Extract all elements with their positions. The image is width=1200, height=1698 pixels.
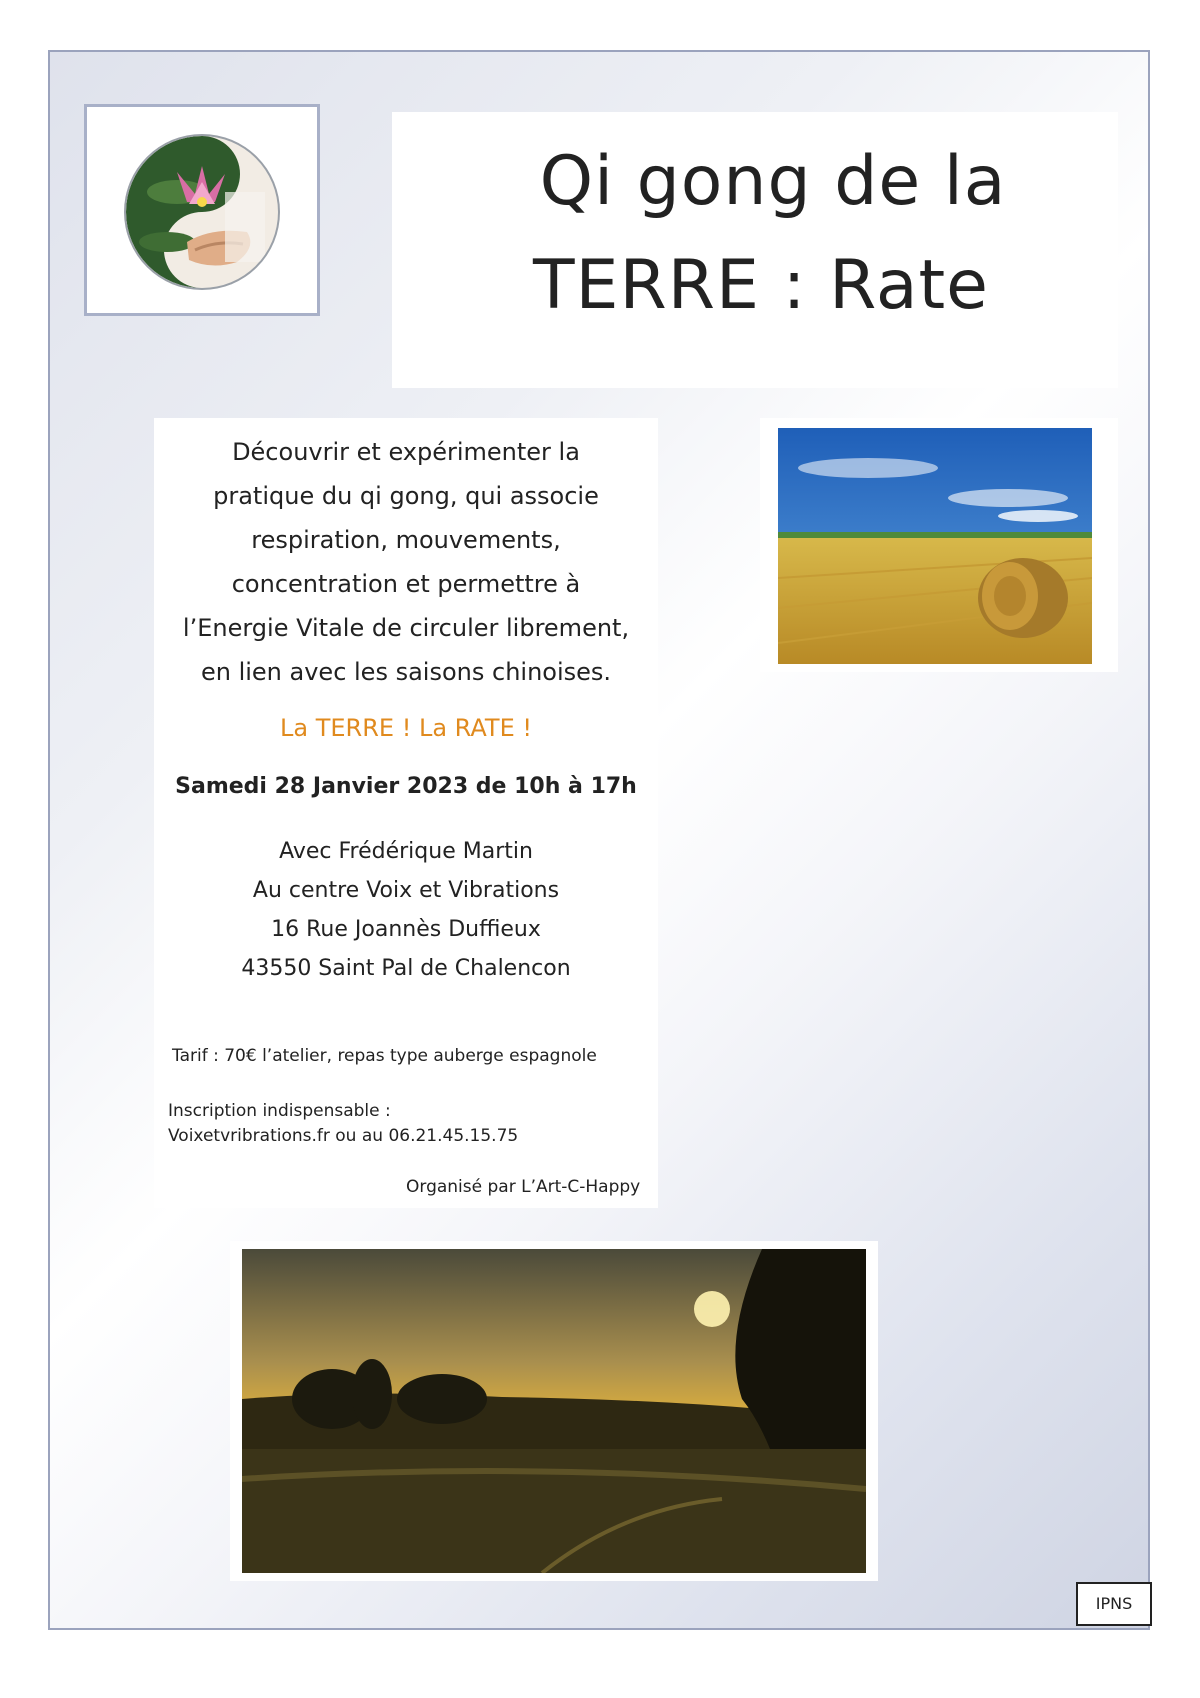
hay-field-photo <box>778 428 1092 664</box>
address-line: 43550 Saint Pal de Chalencon <box>241 956 571 981</box>
price-info: Tarif : 70€ l’atelier, repas type auberge espagnole <box>172 1046 597 1066</box>
description-line: Découvrir et expérimenter la <box>232 438 580 466</box>
ipns-badge: IPNS <box>1076 1582 1152 1626</box>
sunset-field-photo <box>242 1249 866 1573</box>
registration-label: Inscription indispensable : <box>168 1101 391 1121</box>
logo-frame <box>84 104 320 316</box>
description-line: en lien avec les saisons chinoises. <box>200 658 612 686</box>
description-line: respiration, mouvements, <box>251 526 561 554</box>
title-box <box>392 112 1118 388</box>
address-line: 16 Rue Joannès Duffieux <box>271 917 541 942</box>
field-photo-frame <box>760 418 1118 672</box>
title-line-1: Qi gong de la <box>539 142 1007 221</box>
address-line: Au centre Voix et Vibrations <box>252 878 560 903</box>
yin-yang-lotus-logo <box>117 132 287 292</box>
text-content <box>154 418 658 1208</box>
address-line: Avec Frédérique Martin <box>279 839 533 864</box>
description <box>154 430 658 694</box>
description-line: concentration et permettre à <box>231 570 581 598</box>
highlight-tagline: La TERRE ! La RATE ! <box>280 714 532 742</box>
title-line-2: TERRE : Rate <box>532 246 990 325</box>
organizer: Organisé par L’Art-C-Happy <box>406 1177 641 1197</box>
registration-contact: Voixetvribrations.fr ou au 06.21.45.15.75 <box>168 1126 519 1146</box>
address-block <box>154 832 658 988</box>
description-line: pratique du qi gong, qui associe <box>213 482 599 510</box>
event-date: Samedi 28 Janvier 2023 de 10h à 17h <box>175 774 637 799</box>
description-line: l’Energie Vitale de circuler librement, <box>182 614 630 642</box>
sunset-photo-frame <box>230 1241 878 1581</box>
